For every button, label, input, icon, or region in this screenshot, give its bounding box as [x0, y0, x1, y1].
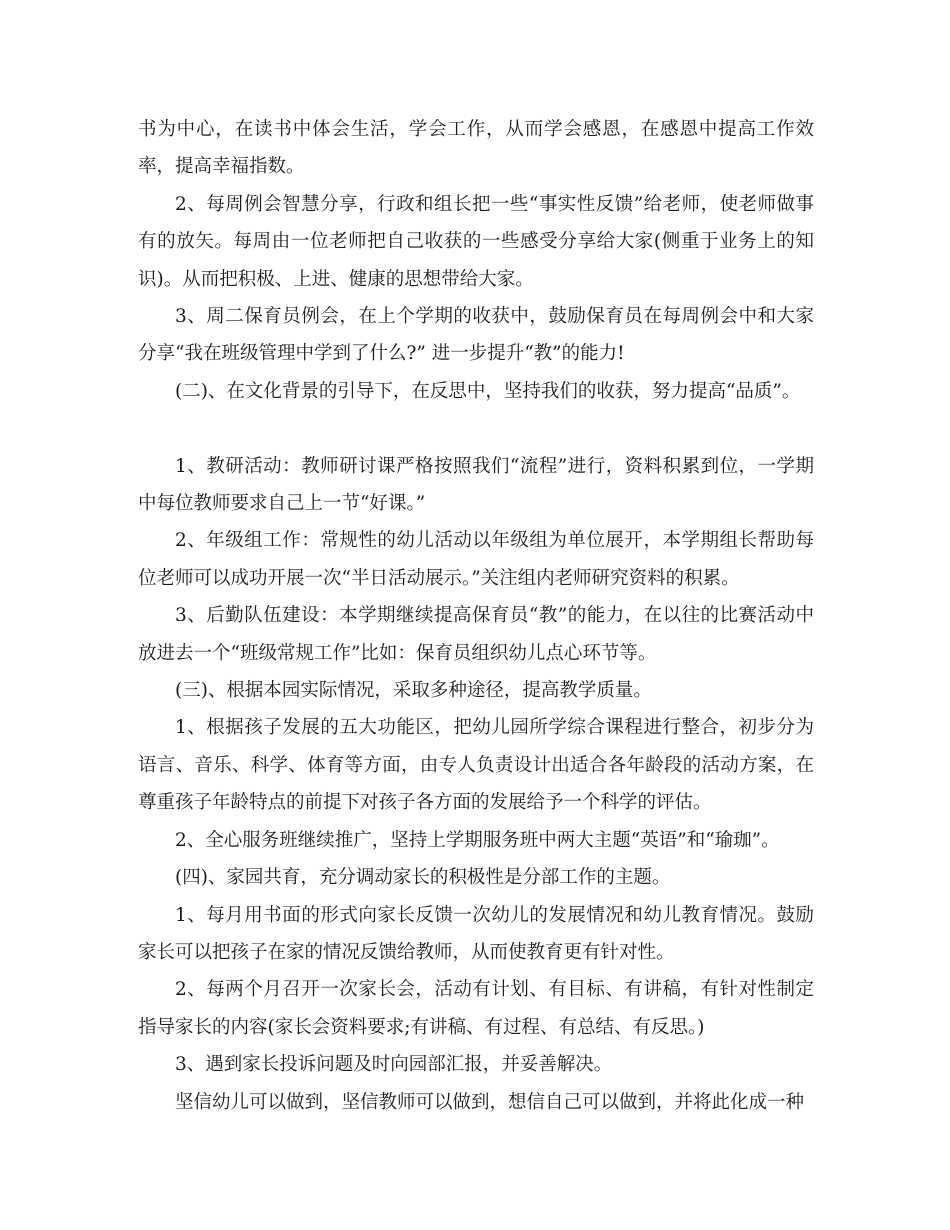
blank-line [138, 410, 814, 447]
paragraph: 3、后勤队伍建设：本学期继续提高保育员“教”的能力，在以往的比赛活动中放进去一个“班级常规工作”比如：保育员组织幼儿点心环节等。 [138, 605, 814, 664]
paragraph: 3、周二保育员例会，在上个学期的收获中，鼓励保育员在每周例会中和大家分享“我在班级管理中学到了什么?” 进一步提升“教”的能力! [138, 306, 814, 365]
paragraph: 2、每两个月召开一次家长会，活动有计划、有目标、有讲稿，有针对性制定指导家长的内容(家长会资料要求;有讲稿、有过程、有总结、有反思。) [138, 979, 814, 1038]
paragraph-continuation: 书为中心，在读书中体会生活，学会工作，从而学会感恩，在感恩中提高工作效率，提高幸福指数。 [138, 119, 814, 178]
paragraph: 3、遇到家长投诉问题及时向园部汇报，并妥善解决。 [175, 1054, 613, 1076]
paragraph: 2、全心服务班继续推广，坚持上学期服务班中两大主题“英语”和“瑜珈”。 [175, 829, 780, 851]
section-heading: (三)、根据本园实际情况，采取多种途径，提高教学质量。 [175, 680, 652, 702]
paragraph: 2、年级组工作：常规性的幼儿活动以年级组为单位展开，本学期组长帮助每位老师可以成功开展一次“半日活动展示。”关注组内老师研究资料的积累。 [138, 530, 814, 589]
paragraph: 2、每周例会智慧分享，行政和组长把一些“事实性反馈”给老师，使老师做事有的放矢。每周由一位老师把自己收获的一些感受分享给大家(侧重于业务上的知识)。从而把积极、上进、健康的思想带给大家。 [138, 193, 814, 290]
section-heading: (二)、在文化背景的引导下，在反思中，坚持我们的收获，努力提高“品质”。 [175, 380, 801, 402]
paragraph: 坚信幼儿可以做到，坚信教师可以做到，想信自己可以做到，并将此化成一种 [175, 1091, 805, 1113]
paragraph: 1、每月用书面的形式向家长反馈一次幼儿的发展情况和幼儿教育情况。鼓励家长可以把孩子在家的情况反馈给教师，从而使教育更有针对性。 [138, 904, 814, 963]
paragraph: 1、根据孩子发展的五大功能区，把幼儿园所学综合课程进行整合，初步分为语言、音乐、科学、体育等方面，由专人负责设计出适合各年龄段的活动方案，在尊重孩子年龄特点的前提下对孩子各方面的发展给予一个科学的评估。 [138, 717, 814, 814]
paragraph: 1、教研活动：教师研讨课严格按照我们“流程”进行，资料积累到位，一学期中每位教师要求自己上一节“好课。” [138, 455, 814, 515]
document-body [138, 111, 814, 1121]
section-heading: (四)、家园共育，充分调动家长的积极性是分部工作的主题。 [175, 867, 671, 889]
